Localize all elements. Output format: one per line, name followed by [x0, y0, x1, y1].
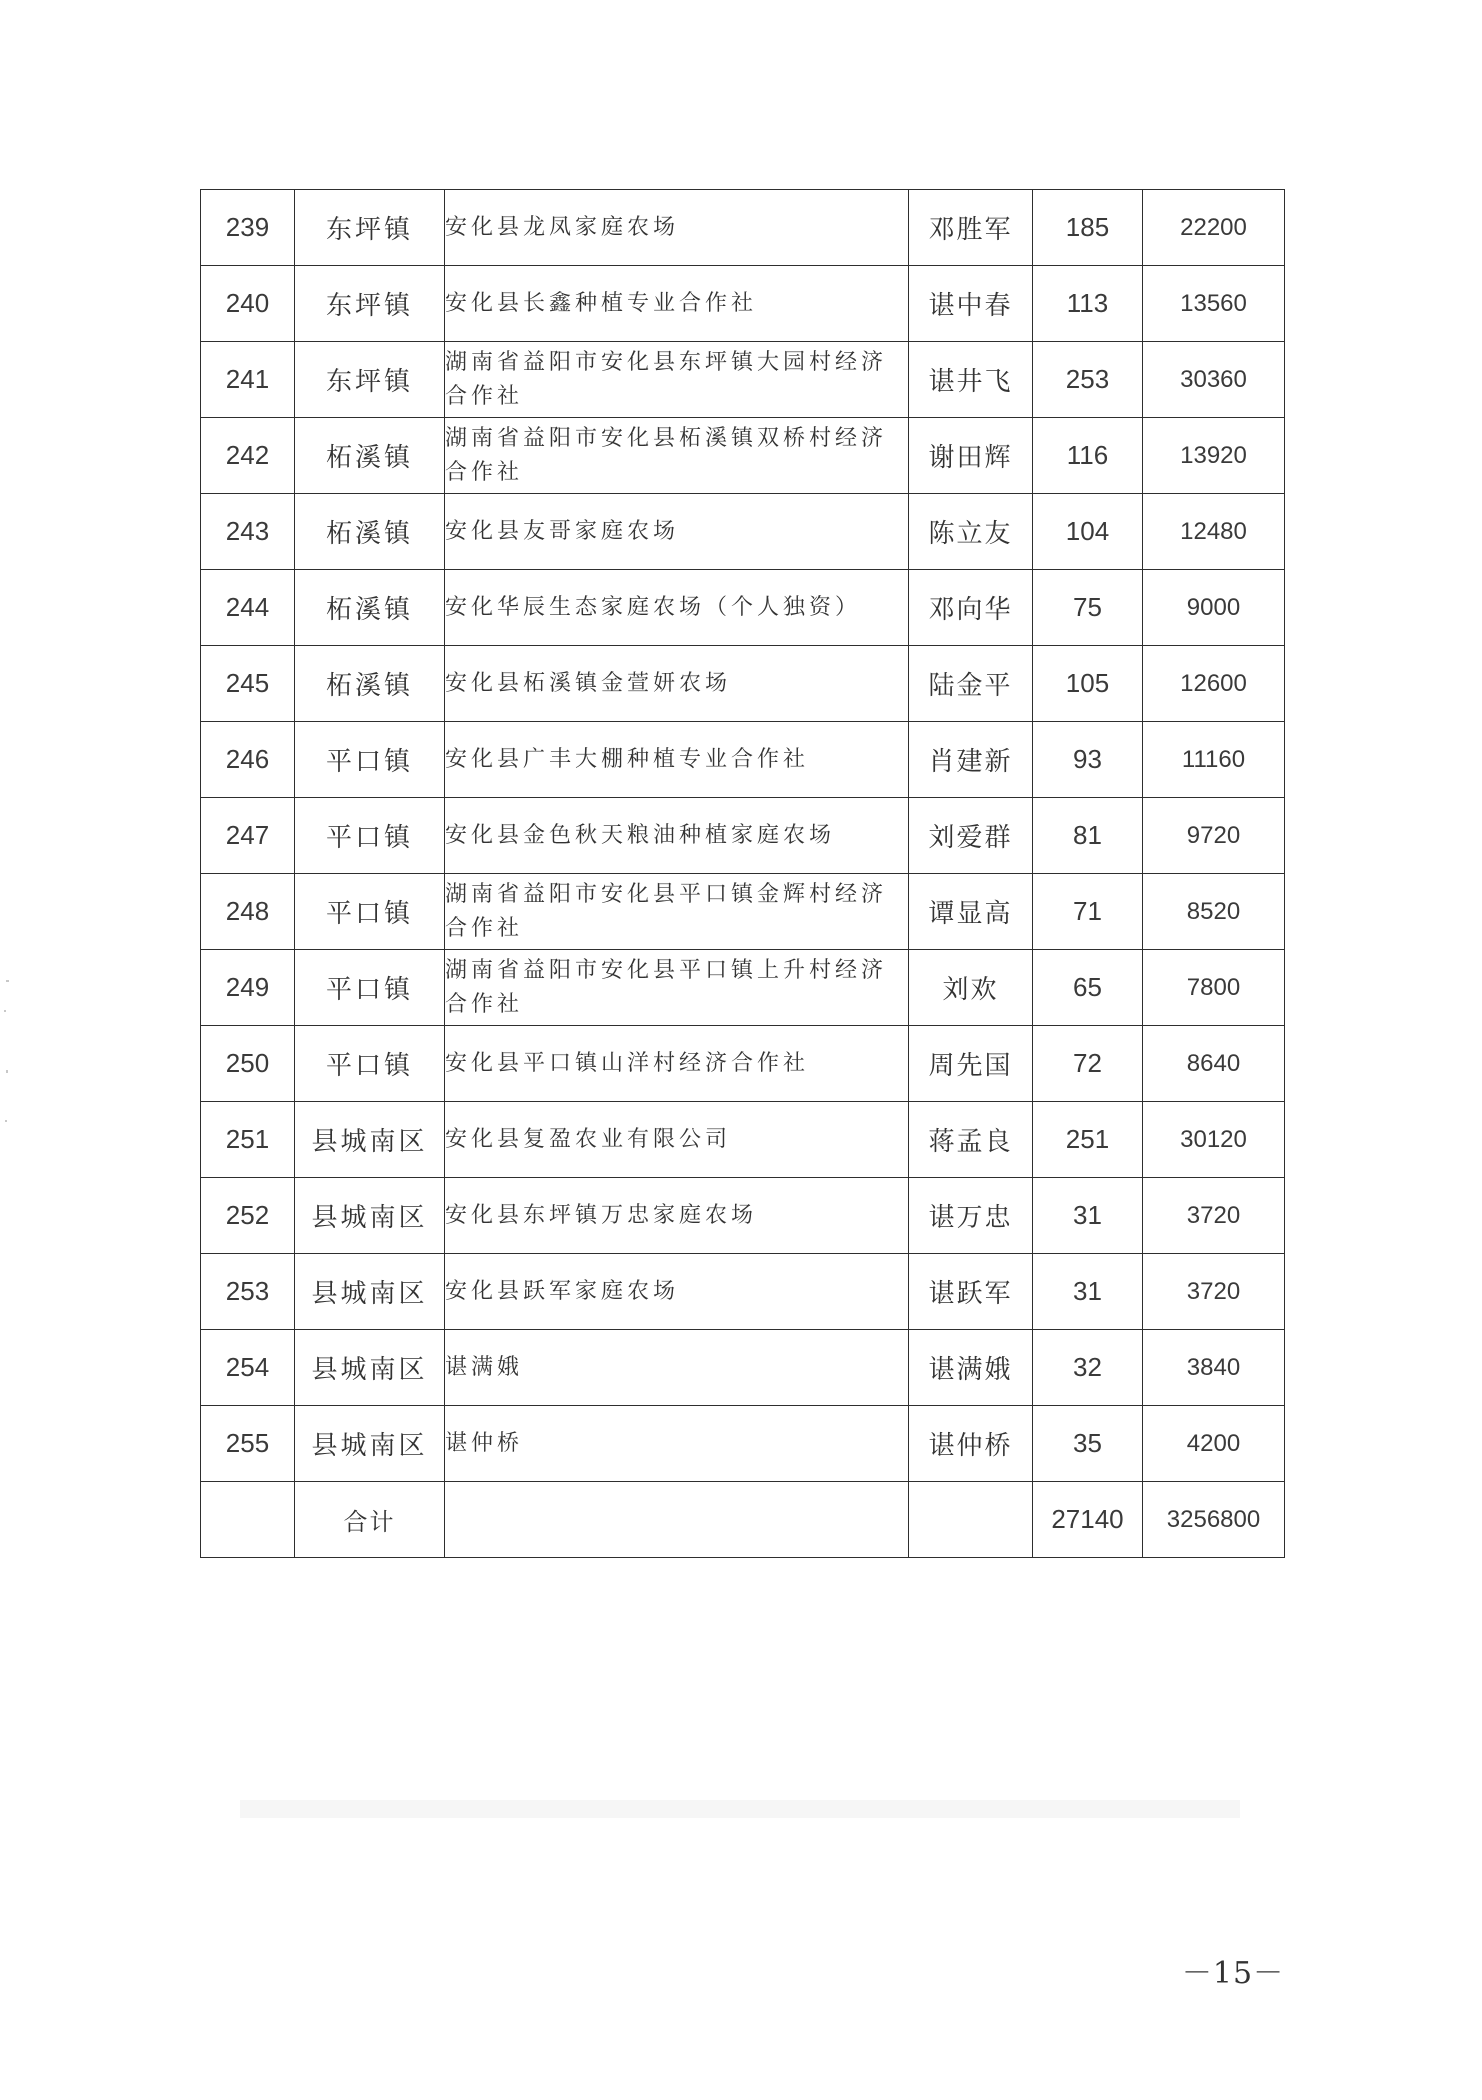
amount-cell: 30360: [1143, 342, 1285, 418]
town-cell: 平口镇: [295, 798, 445, 874]
table-row: [201, 798, 1285, 874]
contact-person-cell: 邓向华: [909, 570, 1033, 646]
town-cell: 东坪镇: [295, 342, 445, 418]
row-number-cell: 240: [201, 266, 295, 342]
amount-cell: 12480: [1143, 494, 1285, 570]
town-cell: 东坪镇: [295, 190, 445, 266]
contact-person-cell: 谭显高: [909, 874, 1033, 950]
amount-cell: 9720: [1143, 798, 1285, 874]
amount-cell: 30120: [1143, 1102, 1285, 1178]
row-number-cell: 239: [201, 190, 295, 266]
row-number-cell: 252: [201, 1178, 295, 1254]
table-row: [201, 646, 1285, 722]
contact-person-cell: 刘爱群: [909, 798, 1033, 874]
entity-name-cell: 湖南省益阳市安化县平口镇金辉村经济合作社: [445, 874, 909, 950]
amount-cell: 3840: [1143, 1330, 1285, 1406]
contact-person-cell: 肖建新: [909, 722, 1033, 798]
row-number-cell: 247: [201, 798, 295, 874]
amount-cell: 22200: [1143, 190, 1285, 266]
entity-name-cell: 安化县广丰大棚种植专业合作社: [445, 722, 909, 798]
row-number-cell: 244: [201, 570, 295, 646]
subsidy-table: [200, 189, 1285, 1558]
town-cell: 柘溪镇: [295, 570, 445, 646]
town-cell: 县城南区: [295, 1254, 445, 1330]
row-number-cell: 250: [201, 1026, 295, 1102]
amount-cell: 8520: [1143, 874, 1285, 950]
town-cell: 柘溪镇: [295, 494, 445, 570]
table-row: [201, 418, 1285, 494]
amount-cell: 4200: [1143, 1406, 1285, 1482]
scan-speck: [6, 1070, 8, 1073]
scan-speck: [6, 980, 9, 982]
area-cell: 93: [1033, 722, 1143, 798]
entity-name-cell: 湖南省益阳市安化县平口镇上升村经济合作社: [445, 950, 909, 1026]
amount-cell: 13920: [1143, 418, 1285, 494]
entity-name-cell: 安化县龙凤家庭农场: [445, 190, 909, 266]
entity-name-cell: 安化县柘溪镇金萱妍农场: [445, 646, 909, 722]
town-cell: 柘溪镇: [295, 418, 445, 494]
table-row: [201, 722, 1285, 798]
table-row: [201, 266, 1285, 342]
area-cell: 253: [1033, 342, 1143, 418]
area-cell: 31: [1033, 1254, 1143, 1330]
town-cell: 柘溪镇: [295, 646, 445, 722]
town-cell: 平口镇: [295, 1026, 445, 1102]
amount-cell: 7800: [1143, 950, 1285, 1026]
town-cell: 平口镇: [295, 950, 445, 1026]
scan-speck: [5, 1120, 7, 1122]
entity-name-cell: 谌仲桥: [445, 1406, 909, 1482]
row-number-cell: 243: [201, 494, 295, 570]
area-cell: 185: [1033, 190, 1143, 266]
area-cell: 251: [1033, 1102, 1143, 1178]
table-row: [201, 1026, 1285, 1102]
row-number-cell: 241: [201, 342, 295, 418]
contact-person-cell: 陈立友: [909, 494, 1033, 570]
table-row: [201, 1406, 1285, 1482]
table-row: [201, 1102, 1285, 1178]
scan-speck: [4, 1010, 6, 1012]
amount-cell: 3720: [1143, 1254, 1285, 1330]
entity-name-cell: 安化县跃军家庭农场: [445, 1254, 909, 1330]
contact-person-cell: 蒋孟良: [909, 1102, 1033, 1178]
area-cell: 72: [1033, 1026, 1143, 1102]
row-number-cell: 255: [201, 1406, 295, 1482]
town-cell: 县城南区: [295, 1406, 445, 1482]
row-number-cell: 248: [201, 874, 295, 950]
total-empty-cell: [445, 1482, 909, 1558]
entity-name-cell: 安化县长鑫种植专业合作社: [445, 266, 909, 342]
table-row: [201, 494, 1285, 570]
area-cell: 113: [1033, 266, 1143, 342]
area-cell: 75: [1033, 570, 1143, 646]
page-number: －15－: [1181, 1956, 1285, 1991]
row-number-cell: 251: [201, 1102, 295, 1178]
entity-name-cell: 湖南省益阳市安化县柘溪镇双桥村经济合作社: [445, 418, 909, 494]
amount-cell: 8640: [1143, 1026, 1285, 1102]
contact-person-cell: 谢田辉: [909, 418, 1033, 494]
amount-cell: 11160: [1143, 722, 1285, 798]
entity-name-cell: 安化县复盈农业有限公司: [445, 1102, 909, 1178]
total-empty-cell: [201, 1482, 295, 1558]
contact-person-cell: 谌仲桥: [909, 1406, 1033, 1482]
table-row: [201, 570, 1285, 646]
area-cell: 71: [1033, 874, 1143, 950]
table-row: [201, 1178, 1285, 1254]
table-row: [201, 950, 1285, 1026]
row-number-cell: 246: [201, 722, 295, 798]
area-cell: 32: [1033, 1330, 1143, 1406]
area-cell: 65: [1033, 950, 1143, 1026]
table-body: [201, 190, 1285, 1558]
entity-name-cell: 安化县平口镇山洋村经济合作社: [445, 1026, 909, 1102]
contact-person-cell: 周先国: [909, 1026, 1033, 1102]
amount-cell: 3720: [1143, 1178, 1285, 1254]
area-cell: 104: [1033, 494, 1143, 570]
row-number-cell: 253: [201, 1254, 295, 1330]
total-row: [201, 1482, 1285, 1558]
contact-person-cell: 谌满娥: [909, 1330, 1033, 1406]
contact-person-cell: 陆金平: [909, 646, 1033, 722]
table-row: [201, 874, 1285, 950]
town-cell: 平口镇: [295, 874, 445, 950]
town-cell: 县城南区: [295, 1330, 445, 1406]
contact-person-cell: 邓胜军: [909, 190, 1033, 266]
entity-name-cell: 湖南省益阳市安化县东坪镇大园村经济合作社: [445, 342, 909, 418]
entity-name-cell: 安化县友哥家庭农场: [445, 494, 909, 570]
area-cell: 31: [1033, 1178, 1143, 1254]
contact-person-cell: 谌跃军: [909, 1254, 1033, 1330]
total-label-cell: 合计: [295, 1482, 445, 1558]
total-area-cell: 27140: [1033, 1482, 1143, 1558]
row-number-cell: 245: [201, 646, 295, 722]
amount-cell: 9000: [1143, 570, 1285, 646]
area-cell: 35: [1033, 1406, 1143, 1482]
area-cell: 81: [1033, 798, 1143, 874]
amount-cell: 12600: [1143, 646, 1285, 722]
area-cell: 105: [1033, 646, 1143, 722]
scan-shadow: [240, 1800, 1240, 1818]
row-number-cell: 249: [201, 950, 295, 1026]
row-number-cell: 254: [201, 1330, 295, 1406]
town-cell: 县城南区: [295, 1102, 445, 1178]
area-cell: 116: [1033, 418, 1143, 494]
contact-person-cell: 谌万忠: [909, 1178, 1033, 1254]
town-cell: 平口镇: [295, 722, 445, 798]
entity-name-cell: 安化县金色秋天粮油种植家庭农场: [445, 798, 909, 874]
table-row: [201, 190, 1285, 266]
row-number-cell: 242: [201, 418, 295, 494]
contact-person-cell: 刘欢: [909, 950, 1033, 1026]
town-cell: 县城南区: [295, 1178, 445, 1254]
entity-name-cell: 安化华辰生态家庭农场（个人独资）: [445, 570, 909, 646]
table-row: [201, 1330, 1285, 1406]
table-row: [201, 342, 1285, 418]
entity-name-cell: 安化县东坪镇万忠家庭农场: [445, 1178, 909, 1254]
contact-person-cell: 谌井飞: [909, 342, 1033, 418]
amount-cell: 13560: [1143, 266, 1285, 342]
contact-person-cell: 谌中春: [909, 266, 1033, 342]
entity-name-cell: 谌满娥: [445, 1330, 909, 1406]
town-cell: 东坪镇: [295, 266, 445, 342]
table-row: [201, 1254, 1285, 1330]
total-empty-cell: [909, 1482, 1033, 1558]
total-amount-cell: 3256800: [1143, 1482, 1285, 1558]
